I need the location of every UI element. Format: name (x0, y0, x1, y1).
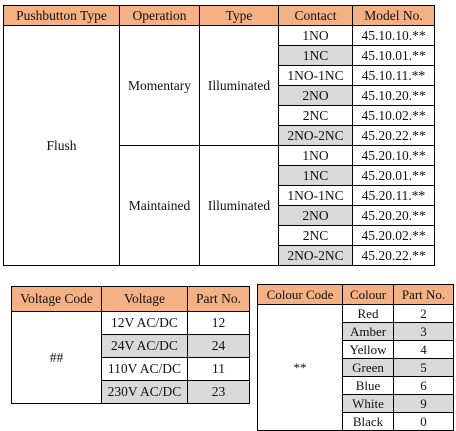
contact-cell: 1NC (279, 46, 353, 66)
type-cell: Illuminated (200, 26, 279, 146)
voltage-cell: 230V AC/DC (102, 381, 188, 404)
voltage-table-body (12, 312, 250, 404)
voltage-part-no-cell: 12 (188, 312, 250, 335)
header-type: Type (200, 6, 279, 26)
header-model-no: Model No. (353, 6, 435, 26)
voltage-cell: 110V AC/DC (102, 358, 188, 381)
contact-cell: 2NO-2NC (279, 246, 353, 266)
contact-cell: 1NO-1NC (279, 66, 353, 86)
colour-cell: Green (343, 359, 394, 377)
colour-code-cell: ** (258, 305, 343, 431)
colour-part-no-cell: 4 (394, 341, 454, 359)
operation-cell: Maintained (120, 146, 200, 266)
colour-part-no-cell: 6 (394, 377, 454, 395)
model-no-cell: 45.20.01.** (353, 166, 435, 186)
header-colour-part-no: Part No. (394, 285, 454, 305)
header-pushbutton-type: Pushbutton Type (4, 6, 120, 26)
table-row (4, 26, 435, 46)
contact-cell: 2NC (279, 226, 353, 246)
colour-part-no-cell: 3 (394, 323, 454, 341)
model-no-cell: 45.10.20.** (353, 86, 435, 106)
header-colour: Colour (343, 285, 394, 305)
model-no-cell: 45.20.22.** (353, 126, 435, 146)
colour-code-table (257, 284, 454, 431)
colour-table-header-row (258, 285, 454, 305)
colour-cell: Yellow (343, 341, 394, 359)
header-voltage-code: Voltage Code (12, 287, 102, 312)
header-colour-code: Colour Code (258, 285, 343, 305)
model-no-cell: 45.10.11.** (353, 66, 435, 86)
type-cell: Illuminated (200, 146, 279, 266)
voltage-table-header-row (12, 287, 250, 312)
voltage-part-no-cell: 23 (188, 381, 250, 404)
contact-cell: 1NC (279, 166, 353, 186)
voltage-cell: 24V AC/DC (102, 335, 188, 358)
voltage-part-no-cell: 24 (188, 335, 250, 358)
contact-cell: 2NO (279, 206, 353, 226)
voltage-code-table (11, 286, 250, 404)
contact-cell: 2NC (279, 106, 353, 126)
header-part-no: Part No. (188, 287, 250, 312)
model-no-cell: 45.20.11.** (353, 186, 435, 206)
colour-table-body (258, 305, 454, 431)
contact-cell: 1NO-1NC (279, 186, 353, 206)
colour-cell: Red (343, 305, 394, 323)
voltage-part-no-cell: 11 (188, 358, 250, 381)
voltage-code-cell: ## (12, 312, 102, 404)
table-row (12, 312, 250, 335)
colour-cell: White (343, 395, 394, 413)
header-contact: Contact (279, 6, 353, 26)
model-no-cell: 45.20.20.** (353, 206, 435, 226)
colour-cell: Blue (343, 377, 394, 395)
model-table (3, 5, 435, 266)
table-row (258, 305, 454, 323)
model-no-cell: 45.20.10.** (353, 146, 435, 166)
colour-part-no-cell: 0 (394, 413, 454, 431)
header-operation: Operation (120, 6, 200, 26)
colour-part-no-cell: 2 (394, 305, 454, 323)
contact-cell: 1NO (279, 26, 353, 46)
model-no-cell: 45.10.01.** (353, 46, 435, 66)
colour-cell: Black (343, 413, 394, 431)
voltage-cell: 12V AC/DC (102, 312, 188, 335)
contact-cell: 2NO (279, 86, 353, 106)
model-table-body (4, 26, 435, 266)
colour-part-no-cell: 9 (394, 395, 454, 413)
model-table-header-row (4, 6, 435, 26)
contact-cell: 2NO-2NC (279, 126, 353, 146)
header-voltage: Voltage (102, 287, 188, 312)
colour-cell: Amber (343, 323, 394, 341)
operation-cell: Momentary (120, 26, 200, 146)
model-no-cell: 45.20.22.** (353, 246, 435, 266)
model-no-cell: 45.10.10.** (353, 26, 435, 46)
contact-cell: 1NO (279, 146, 353, 166)
colour-part-no-cell: 5 (394, 359, 454, 377)
pushbutton-type-cell: Flush (4, 26, 120, 266)
model-no-cell: 45.20.02.** (353, 226, 435, 246)
model-no-cell: 45.10.02.** (353, 106, 435, 126)
